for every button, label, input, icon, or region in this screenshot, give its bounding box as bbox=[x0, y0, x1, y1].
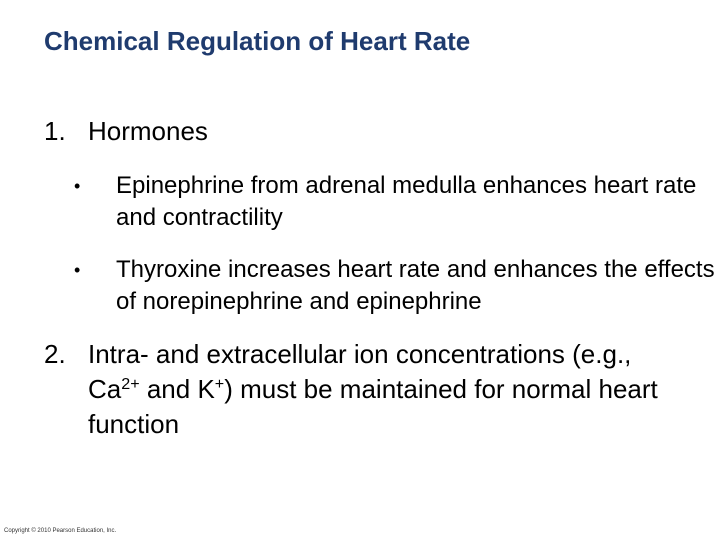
bullet-text: Thyroxine increases heart rate and enhances the effects of norepinephrine and epinephrine bbox=[116, 256, 715, 315]
bullet-item-thyroxine bbox=[74, 254, 716, 318]
list-item-text: Hormones bbox=[88, 116, 208, 146]
text-segment: ) must be maintained for normal heart function bbox=[88, 374, 658, 439]
list-number: 1. bbox=[44, 116, 66, 146]
list-item-text bbox=[88, 337, 678, 442]
bullet-icon: • bbox=[74, 260, 81, 280]
list-item-hormones bbox=[44, 114, 678, 149]
slide-title: Chemical Regulation of Heart Rate bbox=[44, 26, 471, 56]
copyright-footer: Copyright © 2010 Pearson Education, Inc. bbox=[4, 528, 117, 534]
bullet-item-epinephrine bbox=[74, 170, 716, 234]
superscript-calcium-charge: 2+ bbox=[121, 375, 140, 394]
text-segment: Intra- and extracellular ion concentrations (e.g., Ca bbox=[88, 339, 632, 404]
superscript-potassium-charge: + bbox=[214, 375, 225, 394]
list-item-ion-concentrations bbox=[44, 337, 678, 442]
text-segment: and K bbox=[139, 374, 215, 404]
bullet-text: Epinephrine from adrenal medulla enhances heart rate and contractility bbox=[116, 172, 697, 231]
bullet-icon: • bbox=[74, 176, 81, 196]
list-number: 2. bbox=[44, 339, 66, 369]
